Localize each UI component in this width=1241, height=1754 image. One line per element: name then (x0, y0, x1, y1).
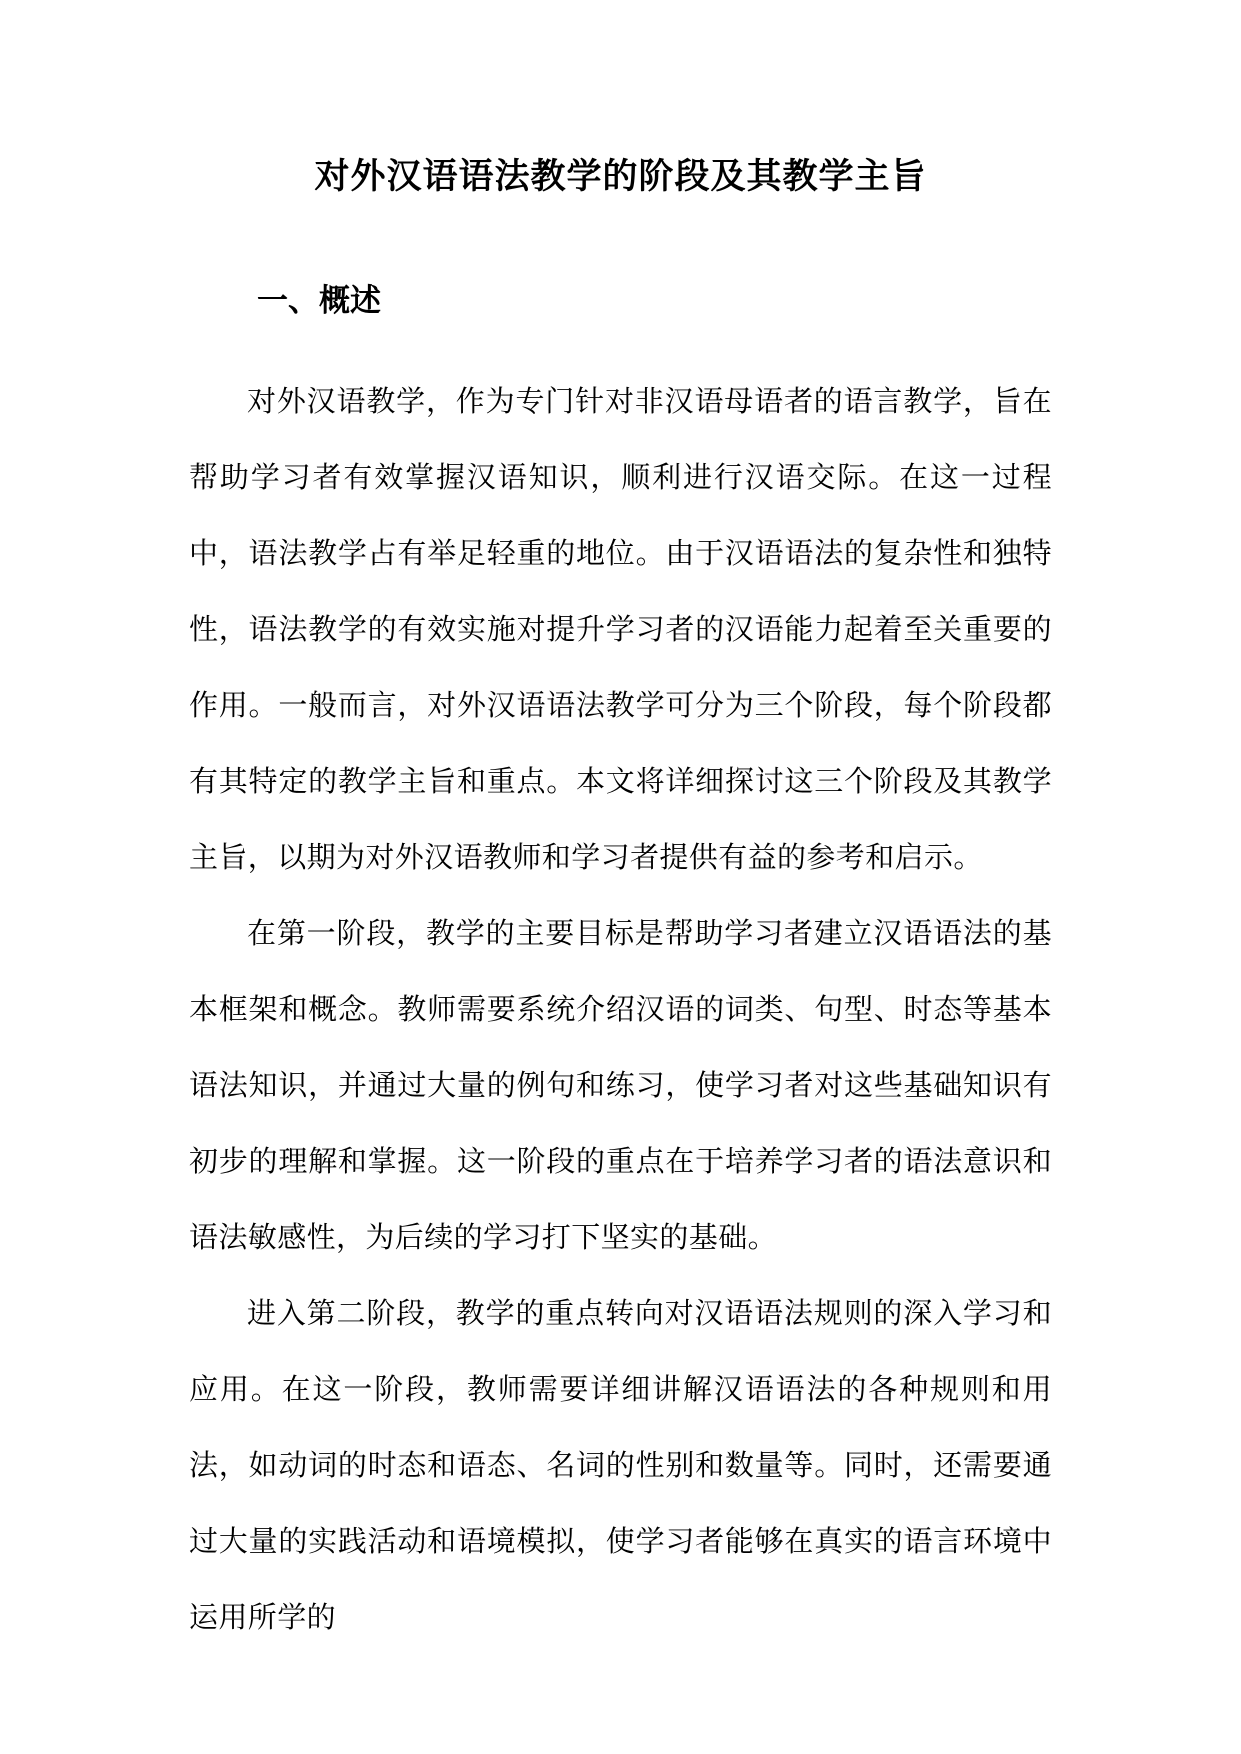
section-heading: 一、概述 (257, 283, 381, 319)
paragraph: 在第一阶段，教学的主要目标是帮助学习者建立汉语语法的基本框架和概念。教师需要系统介绍汉语的词类、句型、时态等基本语法知识，并通过大量的例句和练习，使学习者对这些基础知识有初步的理解和掌握。这一阶段的重点在于培养学习者的语法意识和语法敏感性，为后续的学习打下坚实的基础。 (189, 916, 1052, 1254)
paragraph: 进入第二阶段，教学的重点转向对汉语语法规则的深入学习和应用。在这一阶段，教师需要详细讲解汉语语法的各种规则和用法，如动词的时态和语态、名词的性别和数量等。同时，还需要通过大量的实践活动和语境模拟，使学习者能够在真实的语言环境中运用所学的 (189, 1296, 1052, 1634)
document-body (189, 363, 1052, 1655)
document-title: 对外汉语语法教学的阶段及其教学主旨 (314, 156, 927, 197)
paragraph: 对外汉语教学，作为专门针对非汉语母语者的语言教学，旨在帮助学习者有效掌握汉语知识，顺利进行汉语交际。在这一过程中，语法教学占有举足轻重的地位。由于汉语语法的复杂性和独特性，语法教学的有效实施对提升学习者的汉语能力起着至关重要的作用。一般而言，对外汉语语法教学可分为三个阶段，每个阶段都有其特定的教学主旨和重点。本文将详细探讨这三个阶段及其教学主旨，以期为对外汉语教师和学习者提供有益的参考和启示。 (189, 384, 1052, 874)
